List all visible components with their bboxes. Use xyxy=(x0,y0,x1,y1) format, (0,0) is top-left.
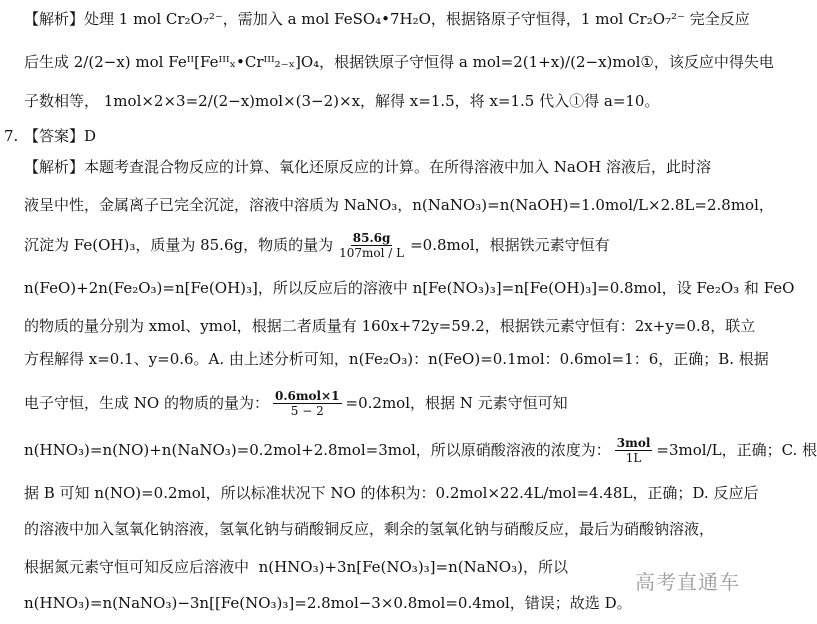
analysis-line-4 xyxy=(24,273,795,303)
analysis-line-2 xyxy=(24,190,774,220)
text: 子数相等， 1mol×2×3=2/(2−x)mol×(3−2)×x，解得 x=1.5，将 x=1.5 代入①得 a=10。 xyxy=(24,92,660,110)
text: n(HNO₃)=n(NO)+n(NaNO₃)=0.2mol+2.8mol=3mol，所以原硝酸溶液的浓度为： xyxy=(24,441,611,459)
analysis-line-6 xyxy=(24,344,769,374)
fraction-denominator: 5 − 2 xyxy=(290,403,324,418)
analysis-line-10 xyxy=(24,514,748,544)
analysis-line-7 xyxy=(24,388,748,418)
text: n(HNO₃)+3n[Fe(NO₃)₃]=n(NaNO₃)，所以 xyxy=(258,558,568,576)
fraction-numerator: 3mol xyxy=(616,435,651,450)
fraction-denominator: 107mol / L xyxy=(339,245,405,260)
analysis-line-8 xyxy=(24,435,817,465)
text: 【解析】处理 1 mol Cr₂O₇²⁻，需加入 a mol FeSO₄•7H₂O，根据铬原子守恒得，1 mol Cr₂O₇²⁻ 完全反应 xyxy=(24,10,750,28)
text: =0.2mol，根据 N 元素守恒可知 xyxy=(345,394,568,412)
analysis-line-3 xyxy=(24,230,748,260)
fraction-numerator: 0.6mol×1 xyxy=(274,388,340,403)
explanation-line-2 xyxy=(24,47,774,77)
text: 【解析】本题考查混合物反应的计算、氧化还原反应的计算。在所得溶液中加入 NaOH 溶液后，此时溶 xyxy=(24,158,711,176)
text: 的溶液中加入氢氧化钠溶液，氢氧化钠与硝酸铜反应，剩余的氢氧化钠与硝酸反应，最后为硝酸钠溶液， xyxy=(24,520,715,538)
text: 据 B 可知 n(NO)=0.2mol，所以标准状况下 NO 的体积为：0.2mol×22.4L/mol=4.48L，正确；D. 反应后 xyxy=(24,484,759,502)
fraction-concentration xyxy=(615,436,653,465)
answer-line xyxy=(24,121,748,151)
text: 后生成 2/(2−x) mol Feᴵᴵ[Feᴵᴵᴵₓ•Crᴵᴵᴵ₂₋ₓ]O₄，根据铁原子守恒得 a mol=2(1+x)/(2−x)mol①，该反应中得失电 xyxy=(24,53,774,71)
fraction-moles-no xyxy=(273,389,342,418)
analysis-line-11 xyxy=(24,552,618,582)
analysis-line-5 xyxy=(24,311,756,341)
answer-text: 【答案】D xyxy=(24,127,97,145)
text: n(FeO)+2n(Fe₂O₃)=n[Fe(OH)₃]，所以反应后的溶液中 n[Fe(NO₃)₃]=n[Fe(OH)₃]=0.8mol，设 Fe₂O₃ 和 FeO xyxy=(24,279,795,297)
explanation-line-1 xyxy=(24,4,748,34)
text: 液呈中性，金属离子已完全沉淀，溶液中溶质为 NaNO₃，n(NaNO₃)=n(NaOH)=1.0mol/L×2.8L=2.8mol， xyxy=(24,196,774,214)
text: 的物质的量分别为 xmol、ymol，根据二者质量有 160x+72y=59.2，根据铁元素守恒有：2x+y=0.8，联立 xyxy=(24,317,756,335)
text: 根据氮元素守恒可知反应后溶液中 xyxy=(24,558,250,576)
question-number: 7. xyxy=(4,127,19,145)
fraction-denominator: 1L xyxy=(625,450,642,465)
analysis-line-1 xyxy=(24,152,748,182)
explanation-line-3 xyxy=(24,86,748,116)
text: 沉淀为 Fe(OH)₃，质量为 85.6g，物质的量为 xyxy=(24,236,334,254)
fraction-moles-fe xyxy=(337,231,406,260)
text: 方程解得 x=0.1、y=0.6。A. 由上述分析可知，n(Fe₂O₃)：n(FeO)=0.1mol：0.6mol=1：6，正确；B. 根据 xyxy=(24,350,769,368)
text: n(HNO₃)=n(NaNO₃)−3n[[Fe(NO₃)₃]=2.8mol−3×0.8mol=0.4mol，错误；故选 D。 xyxy=(24,594,632,612)
text: =0.8mol，根据铁元素守恒有 xyxy=(410,236,610,254)
text: 电子守恒，生成 NO 的物质的量为： xyxy=(24,394,269,412)
text: =3mol/L，正确；C. 根 xyxy=(656,441,817,459)
watermark: 高考直通车 xyxy=(635,570,740,594)
fraction-numerator: 85.6g xyxy=(352,230,391,245)
analysis-line-9 xyxy=(24,478,759,508)
